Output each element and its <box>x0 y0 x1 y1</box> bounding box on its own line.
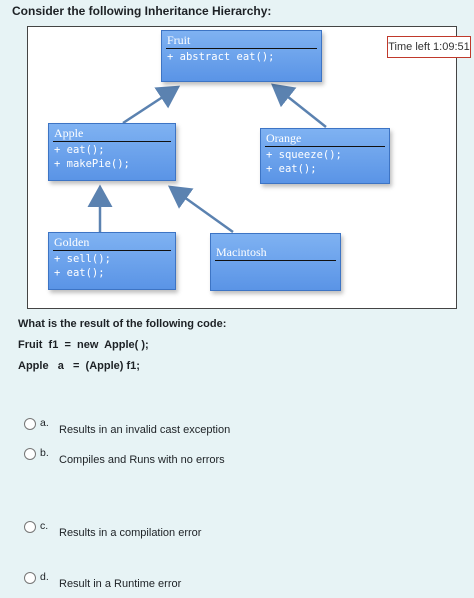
arrow-macintosh-to-apple <box>170 187 233 232</box>
class-separator <box>166 48 317 49</box>
class-member: + eat(); <box>54 144 105 156</box>
class-member: + makePie(); <box>54 158 130 170</box>
class-member: + abstract eat(); <box>167 51 275 63</box>
class-separator <box>265 146 385 147</box>
class-macintosh <box>210 233 341 291</box>
class-name: Orange <box>266 131 302 145</box>
class-apple <box>48 123 176 181</box>
class-member: + eat(); <box>54 267 105 279</box>
class-member: + sell(); <box>54 253 111 265</box>
class-name: Apple <box>54 126 84 140</box>
radio-button[interactable] <box>24 521 36 533</box>
option-text: Result in a Runtime error <box>59 578 182 590</box>
class-name: Golden <box>54 235 90 249</box>
arrow-apple-to-fruit <box>123 87 178 123</box>
class-separator <box>53 141 171 142</box>
code-line-1: Fruit f1 = new Apple( ); <box>18 339 149 351</box>
class-member: + eat(); <box>266 163 317 175</box>
option-text: Results in a compilation error <box>59 527 202 539</box>
radio-button[interactable] <box>24 448 36 460</box>
class-name: Macintosh <box>216 245 267 259</box>
radio-button[interactable] <box>24 572 36 584</box>
class-orange <box>260 128 390 184</box>
arrow-orange-to-fruit <box>273 85 326 127</box>
option-text: Compiles and Runs with no errors <box>59 454 225 466</box>
option-letter: c. <box>40 520 49 532</box>
class-separator <box>215 260 336 261</box>
class-separator <box>53 250 171 251</box>
option-text: Results in an invalid cast exception <box>59 424 231 436</box>
option-letter: a. <box>40 417 49 429</box>
option-letter: b. <box>40 447 49 459</box>
class-golden <box>48 232 176 290</box>
uml-diagram <box>27 26 457 309</box>
question-prompt: What is the result of the following code: <box>18 318 227 330</box>
radio-button[interactable] <box>24 418 36 430</box>
time-left-badge: Time left 1:09:51 <box>387 36 471 58</box>
class-name: Fruit <box>167 33 191 47</box>
option-letter: d. <box>40 571 49 583</box>
class-fruit <box>161 30 322 82</box>
question-title: Consider the following Inheritance Hierarchy: <box>12 4 272 18</box>
class-member: + squeeze(); <box>266 149 342 161</box>
code-line-2: Apple a = (Apple) f1; <box>18 360 140 372</box>
